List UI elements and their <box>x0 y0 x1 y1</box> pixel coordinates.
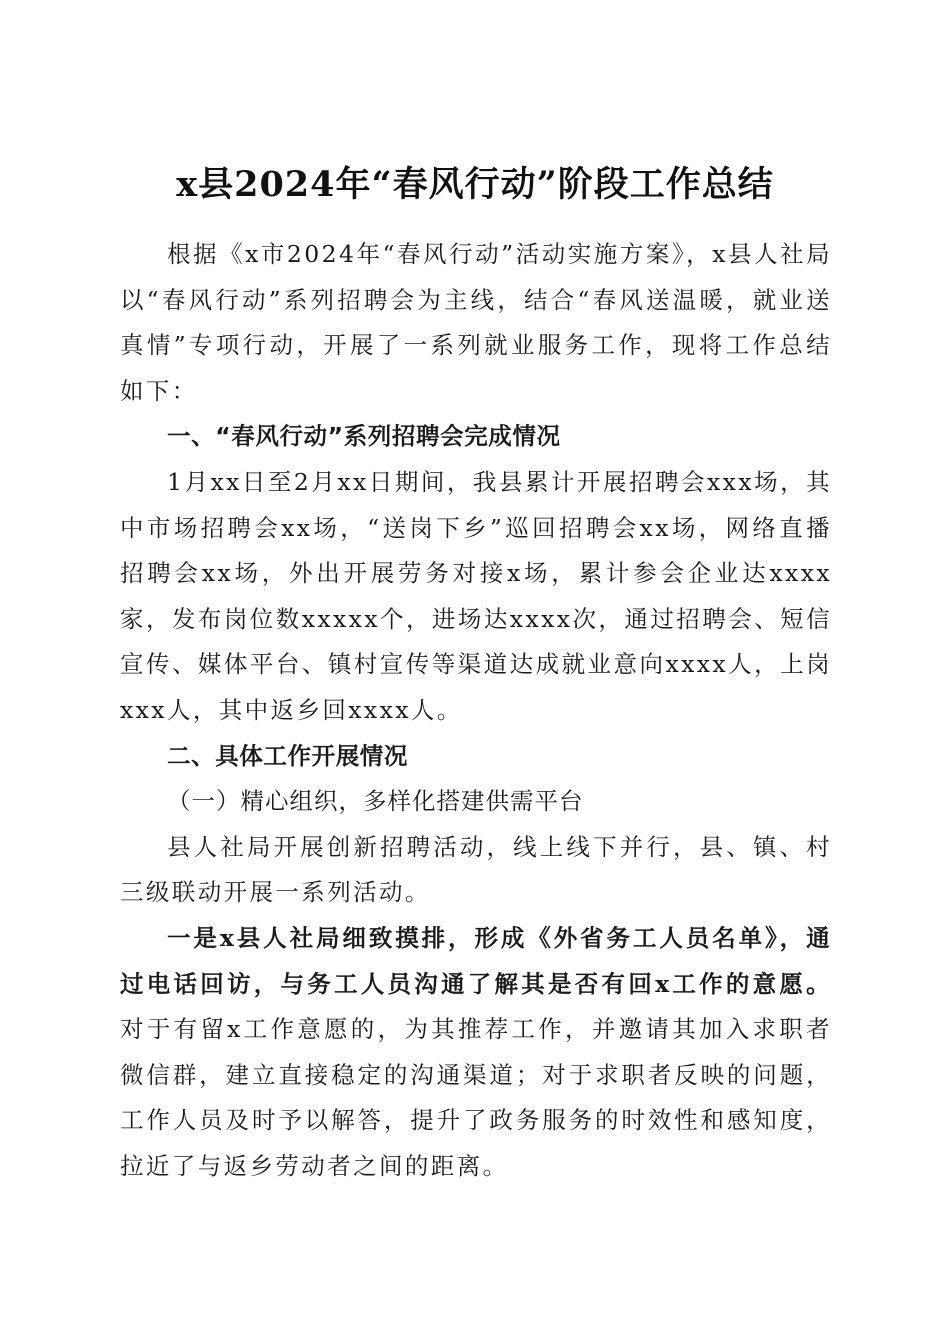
point-1-paragraph <box>120 916 832 1190</box>
document-title: x县2024年“春风行动”阶段工作总结 <box>176 164 774 206</box>
subsection-1-paragraph: 县人社局开展创新招聘活动，线上线下并行，县、镇、村三级联动开展一系列活动。 <box>120 832 832 907</box>
point-1-body: 对于有留x工作意愿的，为其推荐工作，并邀请其加入求职者微信群，建立直接稳定的沟通渠道；对于求职者反映的问题，工作人员及时予以解答，提升了政务服务的时效性和感知度，拉近了与返乡劳动者之间的距离。 <box>120 1015 832 1180</box>
document-body <box>120 232 832 1189</box>
intro-paragraph: 根据《x市2024年“春风行动”活动实施方案》，x县人社局以“春风行动”系列招聘会为主线，结合“春风送温暖，就业送真情”专项行动，开展了一系列就业服务工作，现将工作总结如下： <box>120 240 832 405</box>
point-1-lead: 一是x县人社局细致摸排，形成《外省务工人员名单》，通过电话回访，与务工人员沟通了解其是否有回x工作的意愿。 <box>120 923 832 998</box>
section-1-paragraph: 1月xx日至2月xx日期间，我县累计开展招聘会xxx场，其中市场招聘会xx场，“送岗下乡”巡回招聘会xx场，网络直播招聘会xx场，外出开展劳务对接x场，累计参会企业达xxxx家，发布岗位数xxxxx个，进场达xxxx次，通过招聘会、短信宣传、媒体平台、镇村宣传等渠道达成就业意向xxxx人，上岗xxx人，其中返乡回xxxx人。 <box>120 467 832 724</box>
section-1-heading: 一、“春风行动”系列招聘会完成情况 <box>167 422 561 451</box>
section-2-heading: 二、具体工作开展情况 <box>167 741 408 770</box>
subsection-1-heading: （一）精心组织，多样化搭建供需平台 <box>167 787 584 816</box>
